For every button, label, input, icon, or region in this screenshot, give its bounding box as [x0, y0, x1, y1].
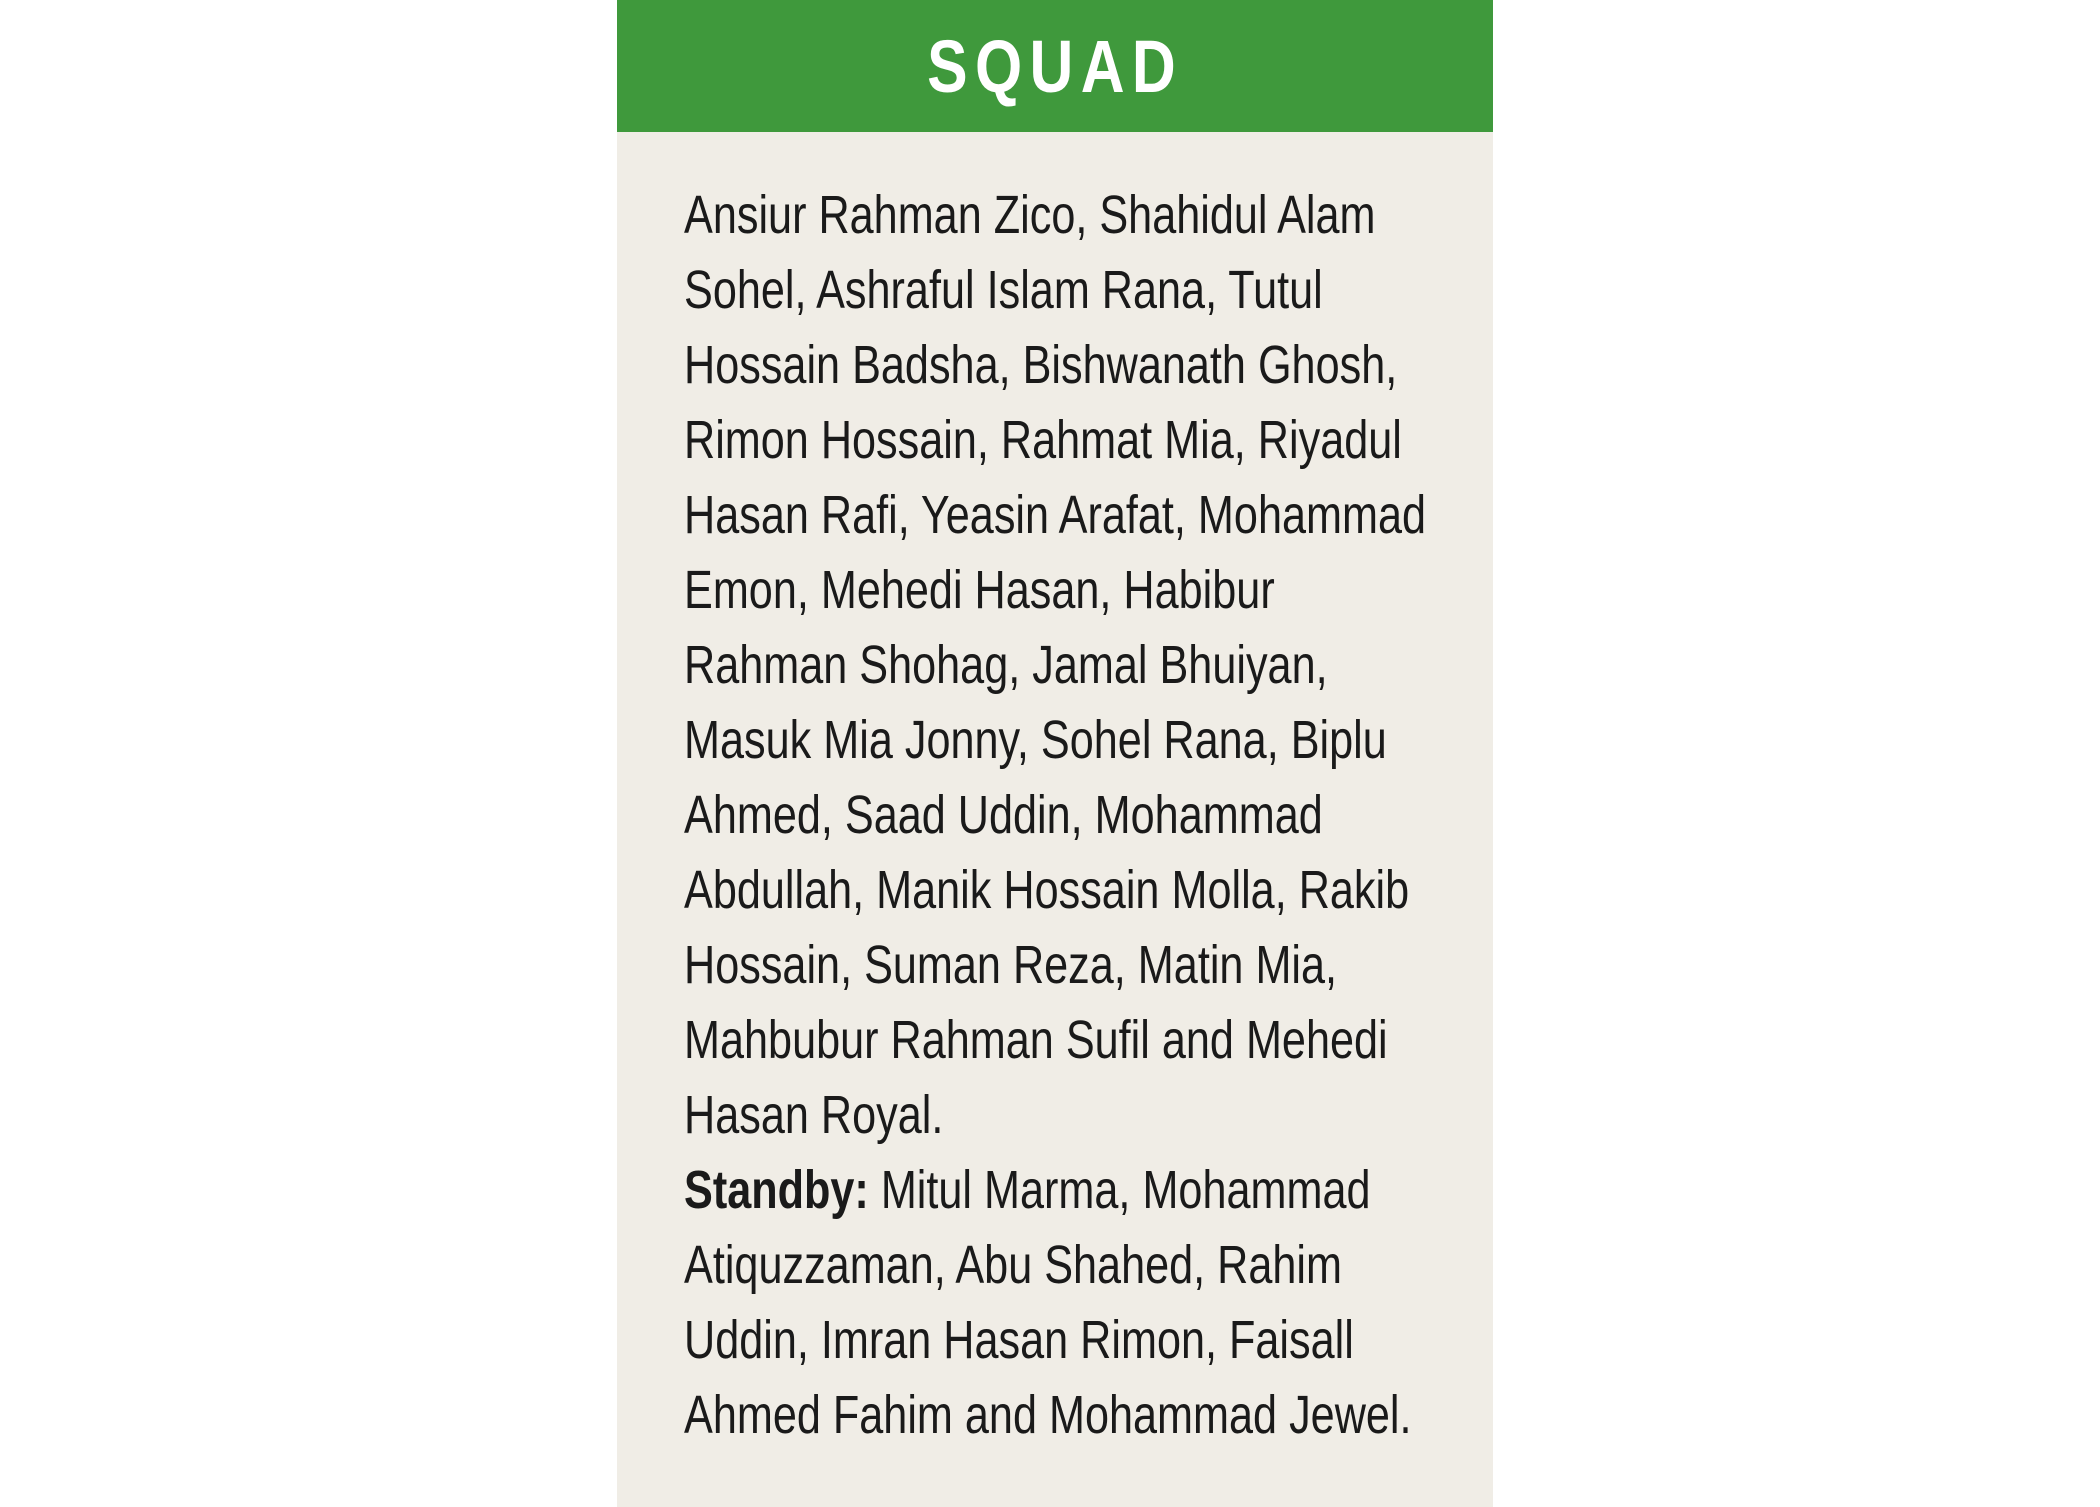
standby-line: Atiquzzaman, Abu Shahed, Rahim [684, 1235, 1342, 1295]
squad-line: Rahman Shohag, Jamal Bhuiyan, [684, 635, 1328, 695]
standby-first-text: Mitul Marma, Mohammad [868, 1160, 1371, 1220]
standby-label: Standby: [684, 1160, 869, 1220]
standby-line: Ahmed Fahim and Mohammad Jewel. [684, 1385, 1412, 1445]
standby-line [684, 1153, 1371, 1228]
squad-line: Ahmed, Saad Uddin, Mohammad [684, 785, 1323, 845]
squad-line: Emon, Mehedi Hasan, Habibur [684, 560, 1275, 620]
squad-line: Rimon Hossain, Rahmat Mia, Riyadul [684, 410, 1402, 470]
squad-line: Hasan Rafi, Yeasin Arafat, Mohammad [684, 485, 1427, 545]
squad-line: Abdullah, Manik Hossain Molla, Rakib [684, 860, 1410, 920]
squad-title: SQUAD [926, 24, 1184, 108]
squad-line: Mahbubur Rahman Sufil and Mehedi [684, 1010, 1388, 1070]
squad-line: Ansiur Rahman Zico, Shahidul Alam [684, 185, 1376, 245]
standby-line: Uddin, Imran Hasan Rimon, Faisall [684, 1310, 1354, 1370]
squad-header [617, 0, 1493, 132]
squad-line: Hasan Royal. [684, 1085, 944, 1145]
squad-line: Hossain Badsha, Bishwanath Ghosh, [684, 335, 1398, 395]
squad-line: Sohel, Ashraful Islam Rana, Tutul [684, 260, 1323, 320]
squad-line: Masuk Mia Jonny, Sohel Rana, Biplu [684, 710, 1387, 770]
squad-line: Hossain, Suman Reza, Matin Mia, [684, 935, 1338, 995]
squad-list [684, 178, 1464, 1453]
squad-panel [617, 0, 1493, 1507]
